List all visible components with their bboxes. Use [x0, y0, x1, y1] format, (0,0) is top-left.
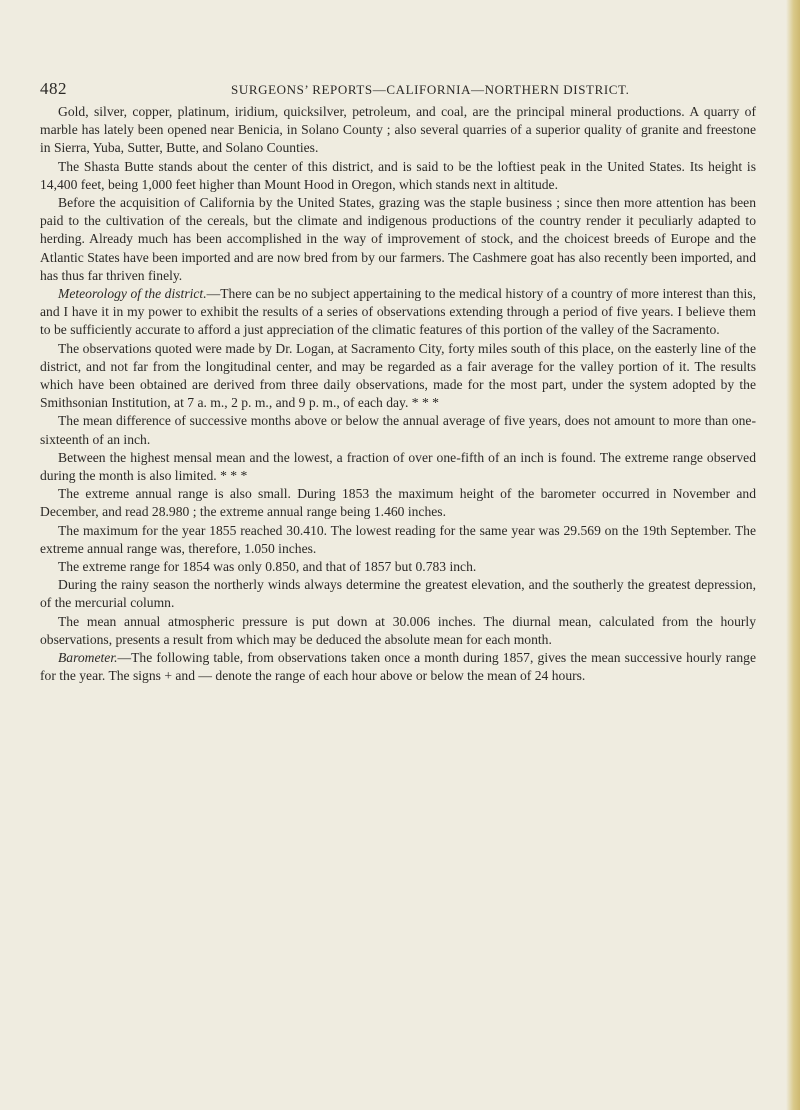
paragraph-text: —There can be no subject appertaining to the medical history of a country of more interest than this, and I have it in my power to exhibit the results of a series of observations extending through a period of five years. I believe them to be sufficiently accurate to afford a just appreciation of the climatic features of this portion of the valley of the Sacramento.: [40, 286, 756, 338]
paragraph-text: Before the acquisition of California by the United States, grazing was the staple business ; since then more attention has been paid to the cultivation of the cereals, but the climate and indigenous productions of the country render it peculiarly adapted to herding. Already much has been accomplished in the way of improvement of stock, and the choicest breeds of Europe and the Atlantic States have been imported and are now bred from by our farmers. The Cashmere goat has also recently been imported, and has thus far thriven finely.: [40, 195, 756, 283]
section-lead: Meteorology of the district.: [58, 286, 207, 302]
paragraph: [40, 449, 756, 485]
paragraph: [40, 194, 756, 285]
paragraph: [40, 649, 756, 685]
paragraph: [40, 412, 756, 448]
paragraph-text: The extreme range for 1854 was only 0.850, and that of 1857 but 0.783 inch.: [58, 559, 477, 575]
body-text: [40, 103, 756, 686]
section-lead: Barometer.: [58, 650, 118, 666]
paragraph-text: The mean annual atmospheric pressure is put down at 30.006 inches. The diurnal mean, calculated from the hourly observations, presents a result from which may be deduced the absolute mean for each month.: [40, 613, 756, 647]
paragraph: [40, 485, 756, 521]
paragraph: [40, 576, 756, 612]
paragraph-text: The Shasta Butte stands about the center of this district, and is said to be the loftiest peak in the United States. Its height is 14,400 feet, being 1,000 feet higher than Mount Hood in Oregon, which stands next in altitude.: [40, 158, 756, 192]
running-head: SURGEONS’ REPORTS—CALIFORNIA—NORTHERN DISTRICT.: [231, 82, 630, 97]
paragraph-text: Gold, silver, copper, platinum, iridium, quicksilver, petroleum, and coal, are the principal mineral productions. A quarry of marble has lately been opened near Benicia, in Solano County ; also several quarries of a superior quality of granite and freestone in Sierra, Yuba, Sutter, Butte, and Solano Counties.: [40, 104, 756, 156]
paragraph-text: The extreme annual range is also small. During 1853 the maximum height of the barometer occurred in November and December, and read 28.980 ; the extreme annual range being 1.460 inches.: [40, 486, 756, 520]
paragraph-text: Between the highest mensal mean and the lowest, a fraction of over one-fifth of an inch is found. The extreme range observed during the month is also limited. * * *: [40, 449, 756, 484]
paragraph: [40, 103, 756, 158]
paragraph: [40, 558, 756, 576]
paragraph-text: The maximum for the year 1855 reached 30.410. The lowest reading for the same year was 29.569 on the 19th September. The extreme annual range was, therefore, 1.050 inches.: [40, 522, 756, 556]
page-number: 482: [40, 79, 67, 98]
paragraph: [40, 522, 756, 558]
page-header: [40, 79, 760, 101]
paragraph: [40, 613, 756, 649]
page-edge-stain: [786, 0, 800, 1110]
paragraph: [40, 158, 756, 194]
paragraph-text: The observations quoted were made by Dr. Logan, at Sacramento City, forty miles south of this place, on the easterly line of the district, and not far from the longitudinal center, and may be regarded as a fair average for the valley portion of it. The results which have been obtained are derived from three daily observations, made for the most part, under the system adopted by the Smithsonian Institution, at 7 a. m., 2 p. m., and 9 p. m., of each day. * * *: [40, 340, 756, 411]
paragraph-text: —The following table, from observations taken once a month during 1857, gives the mean successive hourly range for the year. The signs + and — denote the range of each hour above or below the mean of 24 hours.: [40, 650, 756, 684]
paragraph-text: During the rainy season the northerly winds always determine the greatest elevation, and the southerly the greatest depression, of the mercurial column.: [40, 577, 756, 611]
paragraph: [40, 285, 756, 340]
paragraph: [40, 340, 756, 413]
paragraph-text: The mean difference of successive months above or below the annual average of five years, does not amount to more than one-sixteenth of an inch.: [40, 413, 756, 447]
